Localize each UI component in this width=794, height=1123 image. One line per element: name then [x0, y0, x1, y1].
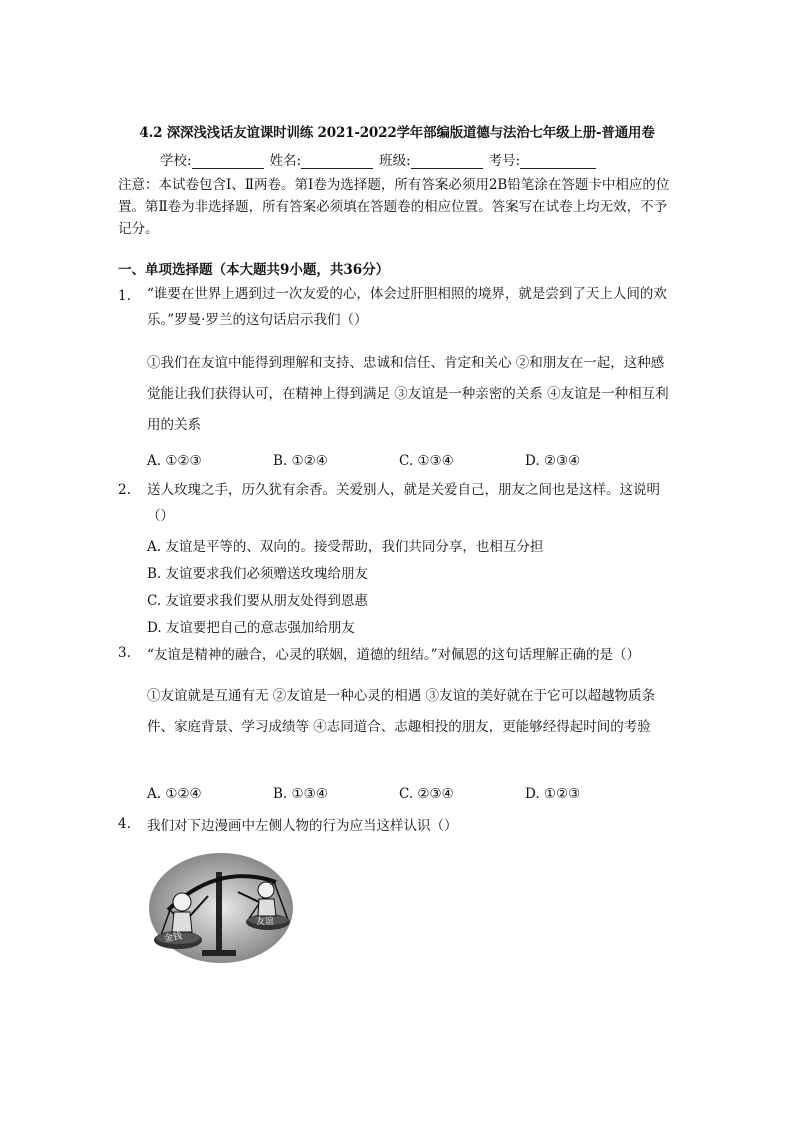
q1-option-a[interactable]: A. ①②③: [147, 453, 202, 469]
question-2-number: 2.: [118, 482, 131, 498]
class-blank[interactable]: [411, 154, 483, 169]
school-label: 学校:: [160, 153, 192, 169]
class-label: 班级:: [379, 153, 411, 169]
name-label: 姓名:: [269, 153, 302, 169]
question-3-text: “友谊是精神的融合，心灵的联姻，道德的纽结。”对佩恩的这句话理解正确的是（）: [147, 647, 641, 663]
q1-option-b[interactable]: B. ①②④: [273, 453, 328, 469]
student-info-row: [160, 149, 602, 169]
money-pan-label: 金钱: [163, 931, 184, 945]
q1-option-c[interactable]: C. ①③④: [399, 453, 454, 469]
q3-option-c[interactable]: C. ②③④: [399, 786, 454, 802]
question-3-number: 3.: [118, 645, 131, 661]
balance-scale-cartoon: [148, 852, 294, 964]
question-1-statements: ①我们在友谊中能得到理解和支持、忠诚和信任、肯定和关心 ②和朋友在一起，这种感觉能让我们获得认可，在精神上得到满足 ③友谊是一种亲密的关系 ④友谊是一种相互利用的关系: [147, 355, 669, 433]
question-1-number: 1.: [118, 288, 131, 304]
question-2-text: 送人玫瑰之手，历久犹有余香。关爱别人，就是关爱自己，朋友之间也是这样。这说明（）: [147, 482, 660, 524]
balance-scale-illustration: [148, 852, 294, 964]
exam-number-label: 考号:: [488, 153, 521, 169]
question-4-number: 4.: [118, 816, 131, 832]
q2-option-b[interactable]: B. 友谊要求我们必须赠送玫瑰给朋友: [147, 566, 369, 582]
q3-option-a[interactable]: A. ①②④: [147, 786, 202, 802]
document-title: 4.2 深深浅浅话友谊课时训练 2021-2022学年部编版道德与法治七年级上册-普通用卷: [139, 125, 655, 141]
question-1-text: “谁要在世界上遇到过一次友爱的心，体会过肝胆相照的境界，就是尝到了天上人间的欢乐。”罗曼·罗兰的这句话启示我们（）: [147, 286, 667, 328]
question-1-options: [147, 453, 651, 469]
q3-option-d[interactable]: D. ①②③: [525, 786, 581, 802]
question-4-text: 我们对下边漫画中左侧人物的行为应当这样认识（）: [147, 818, 458, 834]
q2-option-d[interactable]: D. 友谊要把自己的意志强加给朋友: [147, 620, 355, 636]
q2-option-a[interactable]: A. 友谊是平等的、双向的。接受帮助，我们共同分享，也相互分担: [147, 539, 544, 555]
school-blank[interactable]: [192, 154, 264, 169]
q1-option-d[interactable]: D. ②③④: [525, 453, 581, 469]
friendship-pan-label: 友谊: [256, 917, 275, 927]
exam-number-blank[interactable]: [520, 154, 596, 169]
name-blank[interactable]: [301, 154, 373, 169]
q3-option-b[interactable]: B. ①③④: [273, 786, 328, 802]
question-3-options: [147, 786, 651, 802]
q2-option-c[interactable]: C. 友谊要求我们要从朋友处得到恩惠: [147, 593, 368, 609]
question-3-statements: ①友谊就是互通有无 ②友谊是一种心灵的相遇 ③友谊的美好就在于它可以超越物质条件、家庭背景、学习成绩等 ④志同道合、志趣相投的朋友，更能够经得起时间的考验: [147, 688, 656, 735]
section-title: 一、单项选择题（本大题共9小题，共36分）: [118, 262, 390, 278]
exam-notice: 注意：本试卷包含Ⅰ、Ⅱ两卷。第Ⅰ卷为选择题，所有答案必须用2B铅笔涂在答题卡中相应的位置。第Ⅱ卷为非选择题，所有答案必须填在答题卷的相应位置。答案写在试卷上均无效，不予记分。: [118, 177, 670, 237]
